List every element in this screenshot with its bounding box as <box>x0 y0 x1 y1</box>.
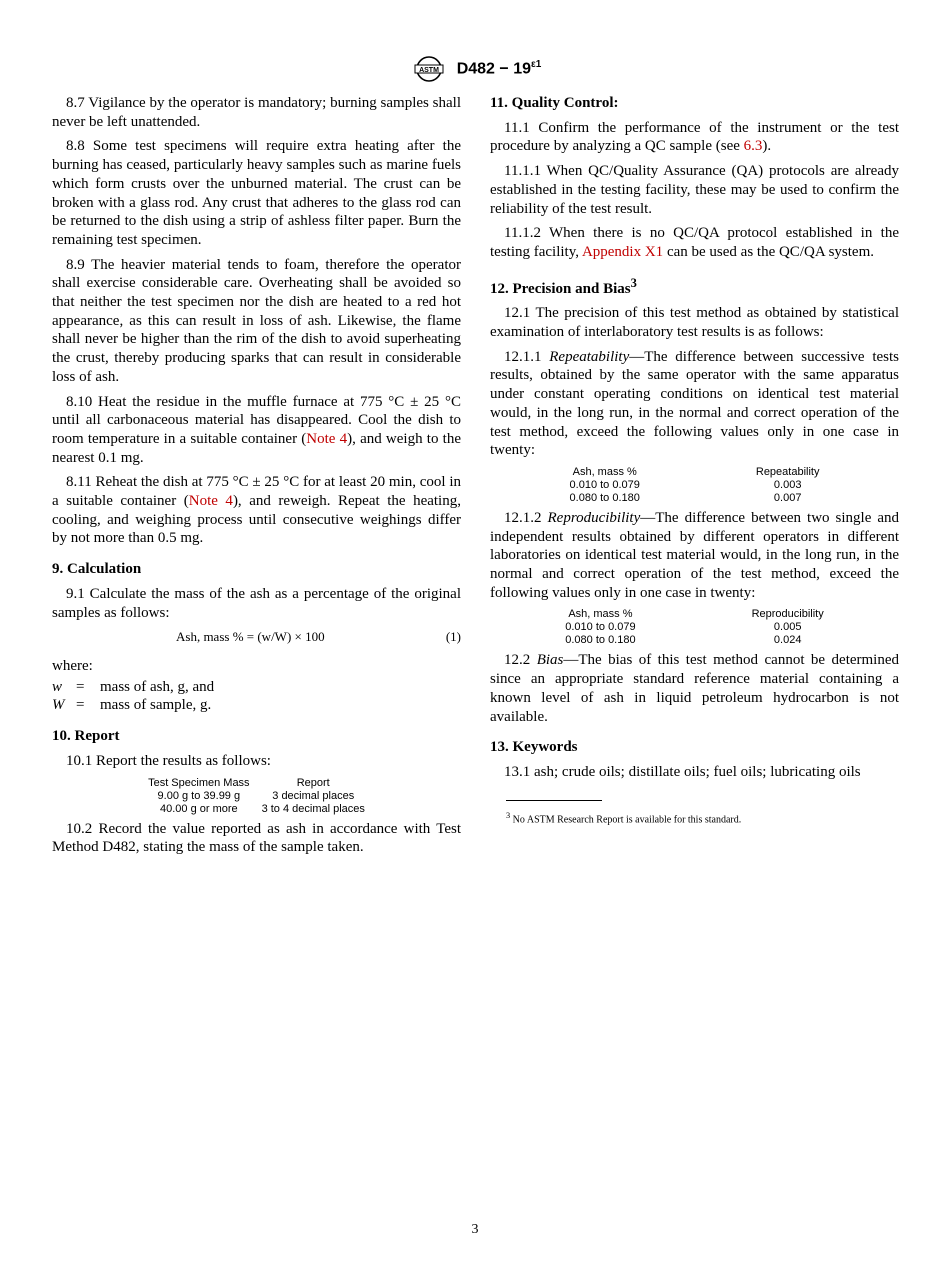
astm-logo-icon <box>409 55 449 83</box>
left-column <box>52 94 461 863</box>
para-11-1: 11.1 Confirm the performance of the instrument or the test procedure by analyzing a QC sample (see 6.3). <box>490 119 899 155</box>
table-row: 0.010 to 0.079 0.005 <box>565 621 802 634</box>
footnote: $^3$ No ASTM Research Report is available for this standard. <box>506 810 742 826</box>
where-label: where: <box>52 657 93 674</box>
para-11-1-2: 11.1.2 When there is no QC/QA protocol established in the testing facility, Appendix X1 can be used as the QC/QA system. <box>490 225 899 260</box>
para-8-11: 8.11 Reheat the dish at 775 °C ± 25 °C for at least 20 min, cool in a suitable container (Note 4), and reweigh. Repeat the heating, cooling, and weighing process until consecutive weighings differ by not more than 0.5 mg. <box>52 474 461 547</box>
page-number: 3 <box>471 1222 479 1237</box>
para-9-1: 9.1 Calculate the mass of the ash as a percentage of the original samples as follows: <box>52 585 461 621</box>
section-12-heading: 12. Precision and Bias$^3$ <box>490 275 637 297</box>
section-13-heading: 13. Keywords <box>490 739 578 756</box>
equation-number: (1) <box>445 629 461 645</box>
table-header-row: Ash, mass % Repeatability <box>572 465 820 478</box>
section-11-heading: 11. Quality Control: <box>490 95 619 111</box>
table-row: 40.00 g or more 3 to 4 decimal places <box>159 802 365 815</box>
para-12-2: 12.2 Bias—The bias of this test method cannot be determined since an appropriate standard reference material containing a known level of ash in liquid petroleum hydrocarbon is not available. <box>490 652 900 725</box>
page-header <box>0 55 950 83</box>
note-4-link[interactable]: Note 4 <box>306 430 348 447</box>
para-8-10: 8.10 Heat the residue in the muffle furnace at 775 °C ± 25 °C until all carbonaceous material has disappeared. Cool the dish to room temperature in a suitable container (Note 4), and weigh to the nearest 0.1 mg. <box>52 393 461 466</box>
right-column <box>490 94 899 830</box>
equation-formula: Ash, mass % = (w/W) × 100 <box>176 629 325 645</box>
note-4-link[interactable]: Note 4 <box>188 493 233 510</box>
para-11-1-1: 11.1.1 When QC/Quality Assurance (QA) protocols are already established in the testing facility, these may be used to confirm the reliability of the test result. <box>490 163 899 217</box>
equation-1 <box>52 628 461 647</box>
designation: $D482 - 19^{\varepsilon 1}$ <box>456 59 542 78</box>
table-row: 0.080 to 0.180 0.007 <box>569 491 802 504</box>
para-8-9: 8.9 The heavier material tends to foam, therefore the operator shall exercise considerable care. Overheating shall be avoided so that neither the test specimen nor the dish are heated to a red hot appearance, as this can result in loss of ash. Likewise, the flame shall never be higher than the rim of the dish to avoid superheating the crust, thereby producing sparks that can result in considerable loss of ash. <box>52 256 461 385</box>
footnote-divider <box>506 800 602 801</box>
reproducibility-table <box>559 608 830 647</box>
para-12-1-2: 12.1.2 Reproducibility—The difference between two single and independent results obtained by different operators in different laboratories on identical test material would, in the long run, in the normal and correct operation of the test method, exceed the following values only in one case in twenty: <box>490 509 900 601</box>
para-12-1: 12.1 The precision of this test method as obtained by statistical examination of interlaboratory test results is as follows: <box>490 305 899 341</box>
footnote-ref: 3 <box>630 275 637 290</box>
definition-row: w = mass of ash, g, and <box>52 678 215 695</box>
para-8-7: 8.7 Vigilance by the operator is mandatory; burning samples shall never be left unattended. <box>52 95 461 130</box>
repeatability-table <box>564 466 826 505</box>
table-row: 0.010 to 0.079 0.003 <box>569 478 802 491</box>
para-13-1: 13.1 ash; crude oils; distillate oils; fuel oils; lubricating oils <box>504 763 861 780</box>
section-6-3-link[interactable]: 6.3 <box>743 138 763 155</box>
para-10-1: 10.1 Report the results as follows: <box>66 752 271 769</box>
para-8-8: 8.8 Some test specimens will require extra heating after the burning has ceased, particularly heavy samples such as marine fuels which form crusts over the unburned material. The crust can be broken with a glass rod. Any crust that adheres to the glass rod can be returned to the dish using a strip of ashless filter paper. Burn the remaining test specimen. <box>52 138 461 248</box>
definition-row: W = mass of sample, g. <box>52 697 212 714</box>
section-9-heading: 9. Calculation <box>52 561 142 578</box>
para-12-1-1: 12.1.1 Repeatability—The difference between successive tests results, obtained by the same operator with the same apparatus under constant operating conditions on identical test material would, in the long run, in the normal and correct operation of the test method, exceed the following values only in one case in twenty: <box>490 348 899 459</box>
appendix-x1-link[interactable]: Appendix X1 <box>581 243 664 260</box>
para-10-2: 10.2 Record the value reported as ash in accordance with Test Method D482, stating the mass of the sample taken. <box>52 820 461 856</box>
report-table <box>142 777 371 816</box>
table-row: 0.080 to 0.180 0.024 <box>565 634 802 647</box>
svg-text:ASTM: ASTM <box>418 67 439 74</box>
table-row: 9.00 g to 39.99 g 3 decimal places <box>157 789 355 802</box>
section-10-heading: 10. Report <box>52 728 120 745</box>
table-header-row: Ash, mass % Reproducibility <box>568 608 824 621</box>
table-header-row: Test Specimen Mass Report <box>148 776 330 789</box>
